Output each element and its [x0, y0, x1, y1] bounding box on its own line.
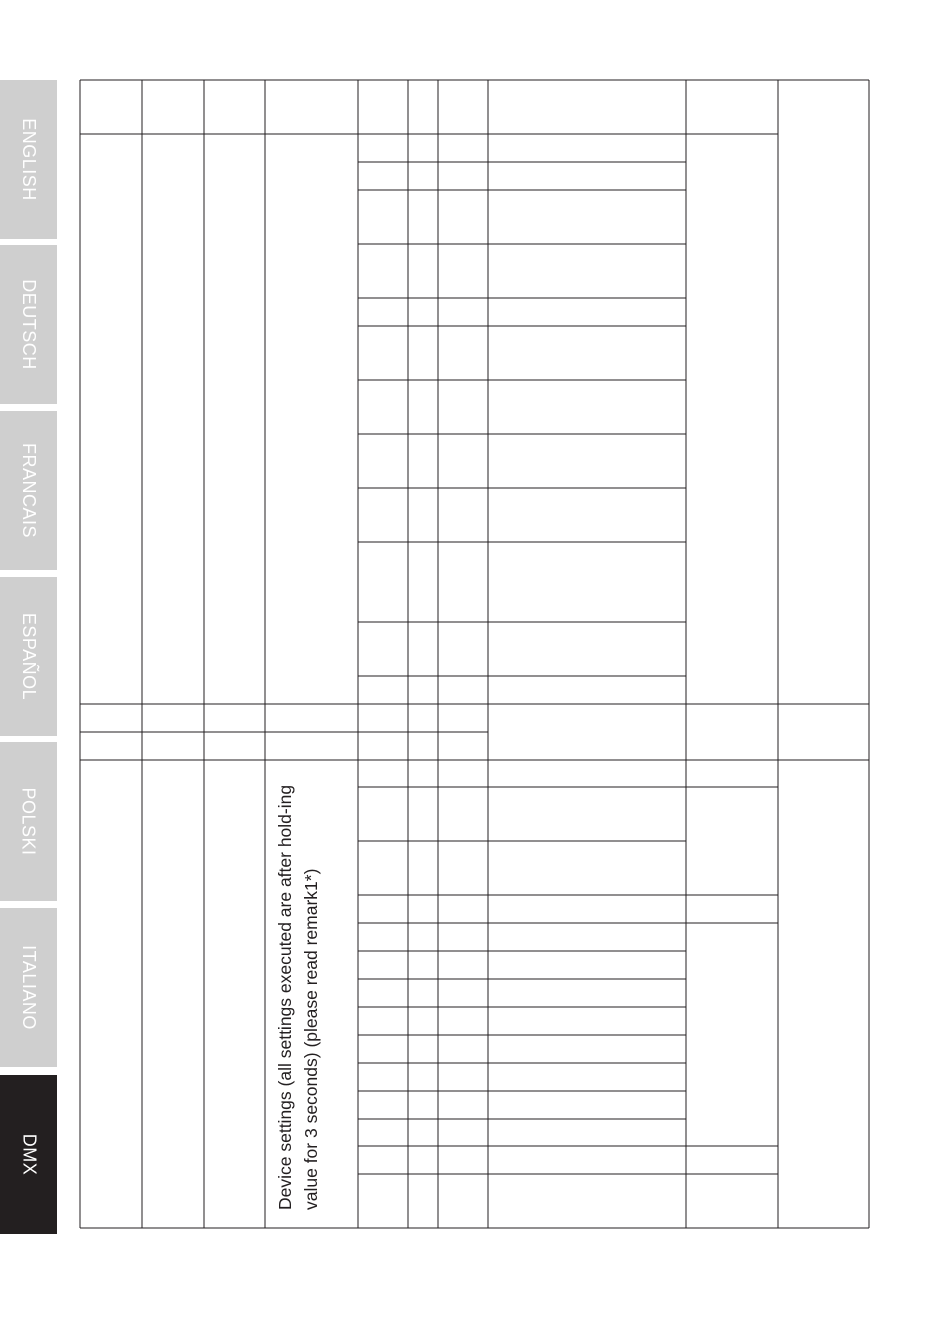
device-settings-note: Device settings (all settings executed are after hold-ing value for 3 seconds) (please read remark1*) [275, 784, 321, 1210]
table-grid-lines [80, 80, 869, 1228]
tab-espanol-label: ESPAÑOL [19, 612, 40, 701]
tab-polski-label: POLSKI [19, 787, 39, 856]
tab-francais-label: FRANCAIS [19, 442, 40, 539]
tab-deutsch-label: DEUTSCH [19, 279, 40, 370]
tab-italiano-label: ITALIANO [19, 945, 39, 1030]
tab-english-label: ENGLISH [19, 118, 39, 201]
tab-dmx-label: DMX [19, 1133, 39, 1176]
